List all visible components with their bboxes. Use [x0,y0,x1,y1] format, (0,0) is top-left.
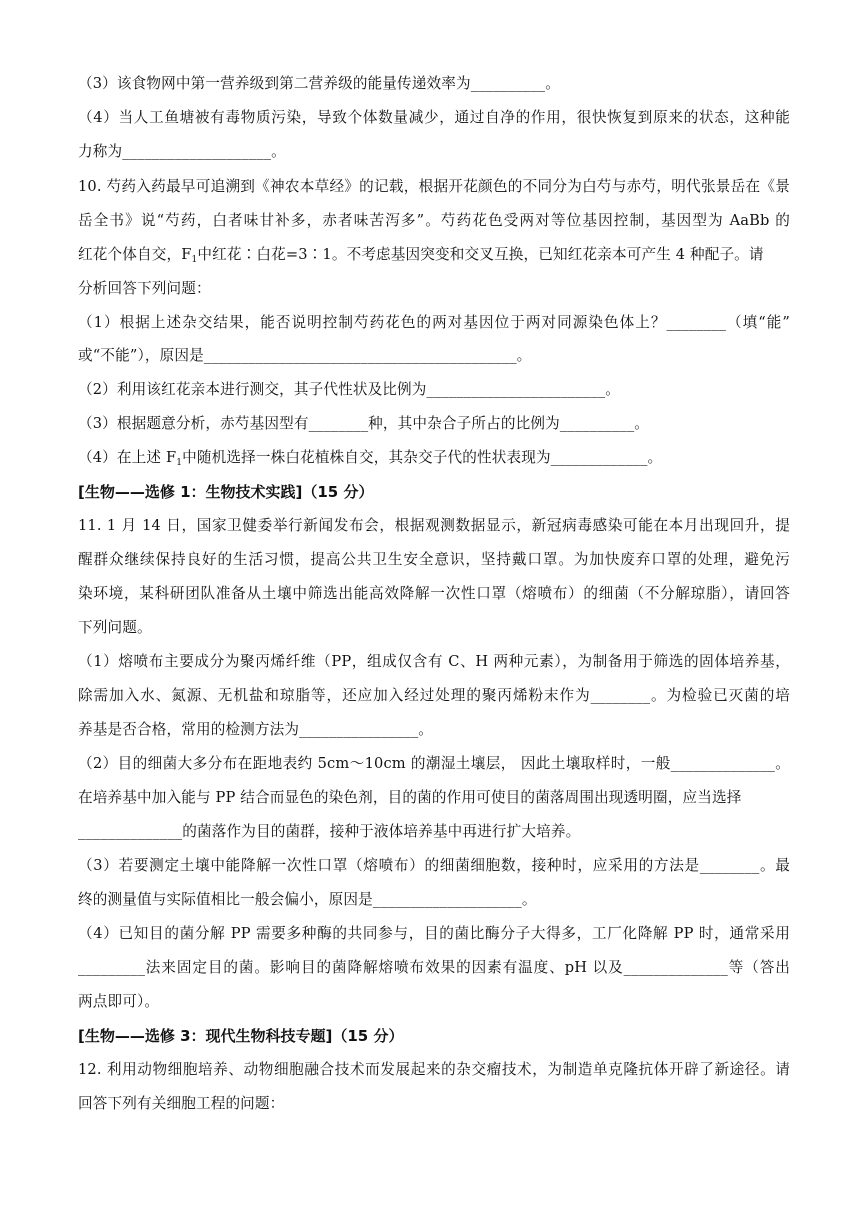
q11-3-line1: （3）若要测定土壤中能降解一次性口罩（熔喷布）的细菌细胞数，接种时，应采用的方法是________。最 [78,857,790,874]
q11-4-line1: （4）已知目的菌分解 PP 需要多种酶的共同参与，目的菌比酶分子大得多，工厂化降解 PP 时，通常采用 [78,925,790,942]
q10-2-text: （2）利用该红花亲本进行测交，其子代性状及比例为________________________。 [78,381,621,398]
q11-2-line3: ______________的菌落作为目的菌群，接种于液体培养基中再进行扩大培养。 [78,823,581,840]
q9-4-text-line2: 力称为____________________。 [78,143,286,160]
q11-2-line1: （2）目的细菌大多分布在距地表约 5cm～10cm 的潮湿土壤层， 因此土壤取样时，一般______________。 [78,755,790,772]
q11-1-line3: 养基是否合格，常用的检测方法为________________。 [78,721,434,738]
q10-stem-line1: 10. 芍药入药最早可追溯到《神农本草经》的记载，根据开花颜色的不同分为白芍与赤芍，明代张景岳在《景 [78,178,790,195]
f1-subscript: 1 [176,458,183,468]
q11-3-line2: 终的测量值与实际值相比一般会偏小，原因是____________________。 [78,891,537,908]
q10-stem-line3-a: 红花个体自交，F [78,246,192,263]
q9-4-text-line1: （4）当人工鱼塘被有毒物质污染，导致个体数量减少，通过自净的作用，很快恢复到原来的状态，这种能 [78,109,790,126]
q11-4-line2: _________法来固定目的菌。影响目的菌降解熔喷布效果的因素有温度、pH 以及______________等（答出 [78,959,790,976]
q11-4-line3: 两点即可）。 [78,993,160,1010]
f1-subscript: 1 [191,255,198,265]
q10-stem-line2: 岳全书》说“芍药，白者味甘补多，赤者味苦泻多”。芍药花色受两对等位基因控制，基因型为 AaBb 的 [78,212,790,229]
section-heading-elective-3: [生物——选修 3：现代生物科技专题]（15 分） [78,1027,404,1045]
q12-stem-line1: 12. 利用动物细胞培养、动物细胞融合技术而发展起来的杂交瘤技术，为制造单克隆抗体开辟了新途径。请 [78,1061,790,1078]
q11-1-line1: （1）熔喷布主要成分为聚丙烯纤维（PP，组成仅含有 C、H 两种元素），为制备用于筛选的固体培养基， [78,653,790,670]
q10-1-line2: 或“不能”），原因是__________________________________________。 [78,347,532,364]
q11-1-line2: 除需加入水、氮源、无机盐和琼脂等，还应加入经过处理的聚丙烯粉末作为________。为检验已灭菌的培 [78,687,790,704]
section-heading-elective-1: [生物——选修 1：生物技术实践]（15 分） [78,483,374,501]
q10-stem-line3 [78,245,790,270]
q10-4-text-b: 中随机选择一株白花植株自交，其杂交子代的性状表现为_____________。 [182,449,663,466]
q10-4-text [78,448,790,473]
q11-2-line2: 在培养基中加入能与 PP 结合而显色的染色剂，目的菌的作用可使目的菌落周围出现透明圈，应当选择 [78,789,742,806]
q11-stem-line3: 染环境，某科研团队准备从土壤中筛选出能高效降解一次性口罩（熔喷布）的细菌（不分解琼脂），请回答 [78,585,790,602]
q10-1-line1: （1）根据上述杂交结果，能否说明控制芍药花色的两对基因位于两对同源染色体上？________（填“能” [78,314,790,331]
q12-stem-line2: 回答下列有关细胞工程的问题： [78,1095,285,1112]
q10-stem-line4: 分析回答下列问题： [78,280,211,297]
q10-4-text-a: （4）在上述 F [78,449,177,466]
q9-3-text: （3）该食物网中第一营养级到第二营养级的能量传递效率为__________。 [78,75,560,92]
q11-stem-line2: 醒群众继续保持良好的生活习惯，提高公共卫生安全意识，坚持戴口罩。为加快废弃口罩的处理，避免污 [78,551,790,568]
q10-stem-line3-b: 中红花∶白花=3∶1。不考虑基因突变和交叉互换，已知红花亲本可产生 4 种配子。请 [197,246,764,263]
q11-stem-line4: 下列问题。 [78,619,152,636]
q11-stem-line1: 11. 1 月 14 日，国家卫健委举行新闻发布会，根据观测数据显示，新冠病毒感染可能在本月出现回升，提 [78,517,790,534]
q10-3-text: （3）根据题意分析，赤芍基因型有________种，其中杂合子所占的比例为__________。 [78,415,650,432]
